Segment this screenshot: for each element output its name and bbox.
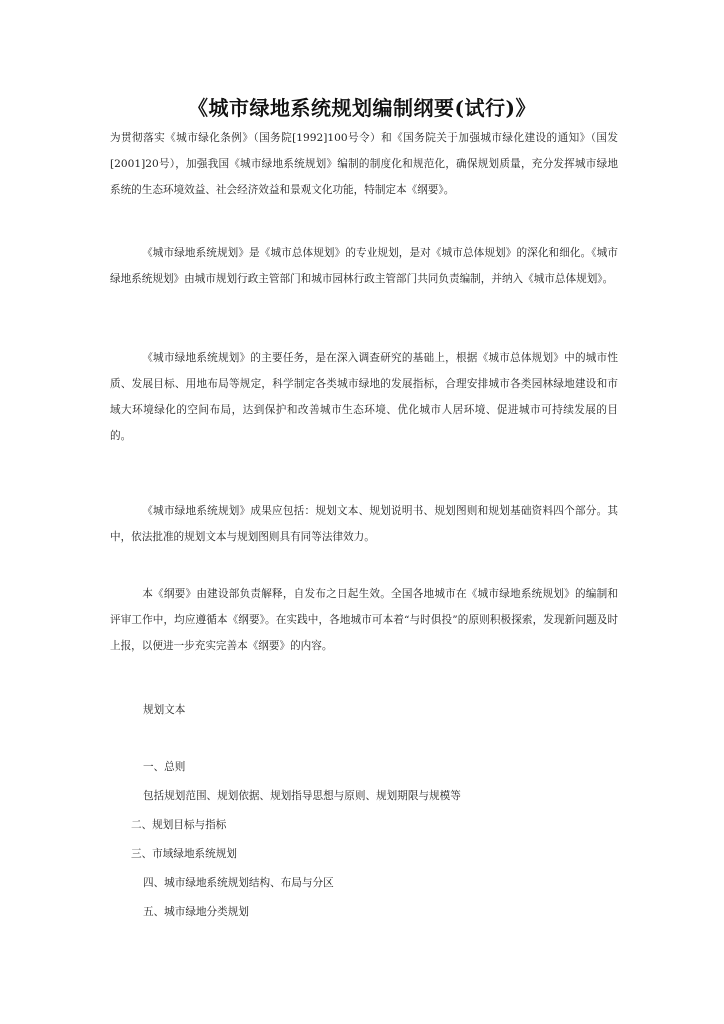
- paragraph-role-text: 《城市绿地系统规划》是《城市总体规划》的专业规划，是对《城市总体规划》的深化和细化。《城市绿地系统规划》由城市规划行政主管部门和城市园林行政主管部门共同负责编制，并纳入《城市总体规划》。: [110, 247, 618, 285]
- outline-item-targets: 二、规划目标与指标: [131, 819, 227, 831]
- paragraph-interpretation-text: 本《纲要》由建设部负责解释，自发布之日起生效。全国各地城市在《城市绿地系统规划》的编制和评审工作中，均应遵循本《纲要》。在实践中，各地城市可本着“与时俱投”的原则积极探索，发现新问题及时上报，以便进一步充实完善本《纲要》的内容。: [110, 588, 618, 652]
- paragraph-deliverables: [110, 498, 618, 550]
- paragraph-intro-text: 为贯彻落实《城市绿化条例》（国务院[1992]100号令）和《国务院关于加强城市绿化建设的通知》（国发[2001]20号），加强我国《城市绿地系统规划》编制的制度化和规范化，确保规划质量，充分发挥城市绿地系统的生态环境效益、社会经济效益和景观文化功能，特制定本《纲要》。: [110, 132, 618, 196]
- paragraph-interpretation: [110, 581, 618, 659]
- paragraph-deliverables-text: 《城市绿地系统规划》成果应包括：规划文本、规划说明书、规划图则和规划基础资料四个部分。其中，依法批准的规划文本与规划图则具有同等法律效力。: [110, 505, 618, 543]
- outline-item-general: 一、总则: [143, 761, 186, 773]
- outline-item-general-detail: 包括规划范围、规划依据、规划指导思想与原则、规划期限与规模等: [143, 790, 461, 802]
- paragraph-tasks-text: 《城市绿地系统规划》的主要任务，是在深入调查研究的基础上，根据《城市总体规划》中的城市性质、发展目标、用地布局等规定，科学制定各类城市绿地的发展指标，合理安排城市各类园林绿地建设和市域大环境绿化的空间布局，达到保护和改善城市生态环境、优化城市人居环境、促进城市可持续发展的目的。: [110, 352, 618, 442]
- paragraph-tasks: [110, 345, 618, 449]
- section-heading: 规划文本: [143, 704, 186, 716]
- document-title: 《城市绿地系统规划编制纲要(试行)》: [188, 96, 536, 120]
- paragraph-intro: [110, 125, 618, 203]
- outline-item-classification: 五、城市绿地分类规划: [143, 906, 249, 918]
- outline-item-structure-layout: 四、城市绿地系统规划结构、布局与分区: [143, 877, 334, 889]
- outline-item-regional-plan: 三、市域绿地系统规划: [131, 848, 237, 860]
- paragraph-role: [110, 240, 618, 292]
